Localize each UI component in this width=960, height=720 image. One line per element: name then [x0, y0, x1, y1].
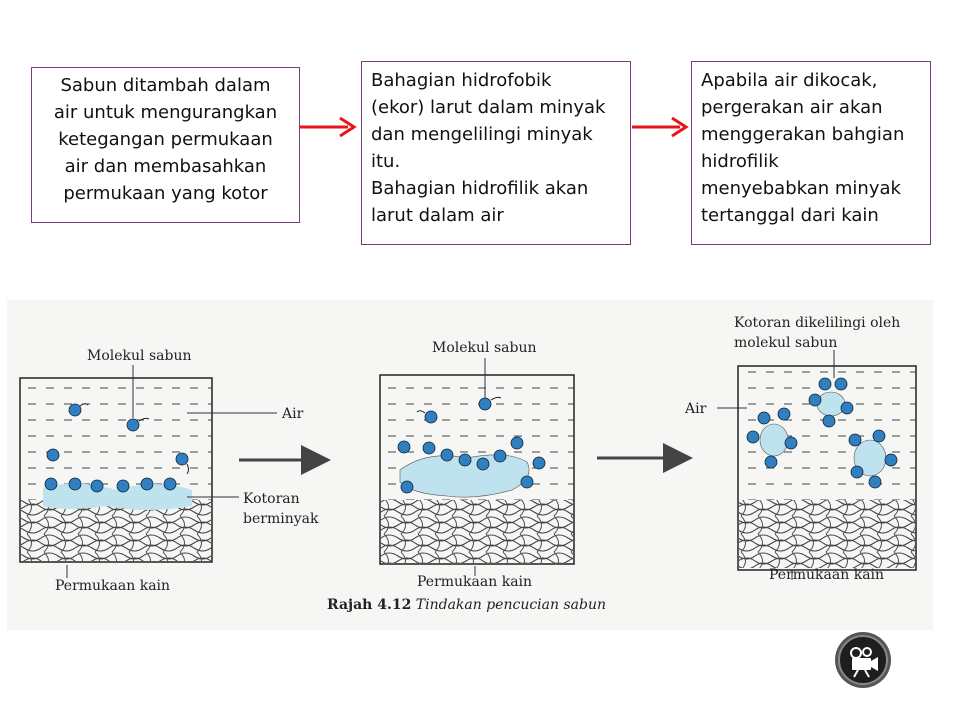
- step-2-line: (ekor) larut dalam minyak: [371, 97, 606, 118]
- caption-italic: Tindakan pencucian sabun: [415, 597, 606, 613]
- step-3-line: pergerakan air akan: [701, 97, 883, 118]
- step-3-line: menggerakan bahgian: [701, 124, 905, 145]
- step-1-line: air untuk mengurangkan: [53, 102, 278, 123]
- step-box-3: [691, 61, 931, 245]
- label-cloth-2: Permukaan kain: [417, 574, 533, 590]
- soap-cleansing-figure: [7, 300, 933, 630]
- label-cloth-3: Permukaan kain: [769, 567, 885, 583]
- step-1-line: permukaan yang kotor: [63, 183, 268, 204]
- red-arrow-1: [298, 112, 362, 142]
- cloth-3: [739, 500, 915, 568]
- label-water-1: Air: [282, 406, 304, 422]
- step-3-line: menyebabkan minyak: [701, 178, 901, 199]
- step-3-line: Apabila air dikocak,: [701, 70, 878, 91]
- label-dirt-1a: Kotoran: [243, 491, 300, 507]
- step-1-line: air dan membasahkan: [64, 156, 267, 177]
- cloth-2: [381, 500, 573, 563]
- step-box-2: [361, 61, 631, 245]
- label-soap-2: Molekul sabun: [432, 340, 537, 356]
- label-dirt-3a: Kotoran dikelilingi oleh: [734, 315, 901, 331]
- step-3-line: tertanggal dari kain: [701, 205, 879, 226]
- step-3-line: hidrofilik: [701, 151, 779, 172]
- panel-2: [380, 340, 574, 590]
- step-2-line: itu.: [371, 151, 401, 172]
- media-nav-button[interactable]: [834, 631, 892, 689]
- figure-caption: [327, 597, 606, 613]
- label-soap-1: Molekul sabun: [87, 348, 192, 364]
- step-box-1: [31, 67, 300, 223]
- step-2-line: Bahagian hidrofilik akan: [371, 178, 589, 199]
- label-cloth-1: Permukaan kain: [55, 578, 171, 594]
- film-camera-icon: [834, 631, 892, 689]
- step-1-line: Sabun ditambah dalam: [60, 75, 271, 96]
- caption-bold: Rajah 4.12: [327, 597, 412, 613]
- step-2-line: dan mengelilingi minyak: [371, 124, 593, 145]
- step-2-line: larut dalam air: [371, 205, 504, 226]
- cloth-1: [21, 500, 211, 561]
- step-2-line: Bahagian hidrofobik: [371, 70, 552, 91]
- red-arrow-2: [630, 112, 694, 142]
- label-dirt-3b: molekul sabun: [734, 335, 838, 351]
- label-water-3: Air: [685, 401, 707, 417]
- label-dirt-1b: berminyak: [243, 511, 319, 527]
- step-1-line: ketegangan permukaan: [58, 129, 273, 150]
